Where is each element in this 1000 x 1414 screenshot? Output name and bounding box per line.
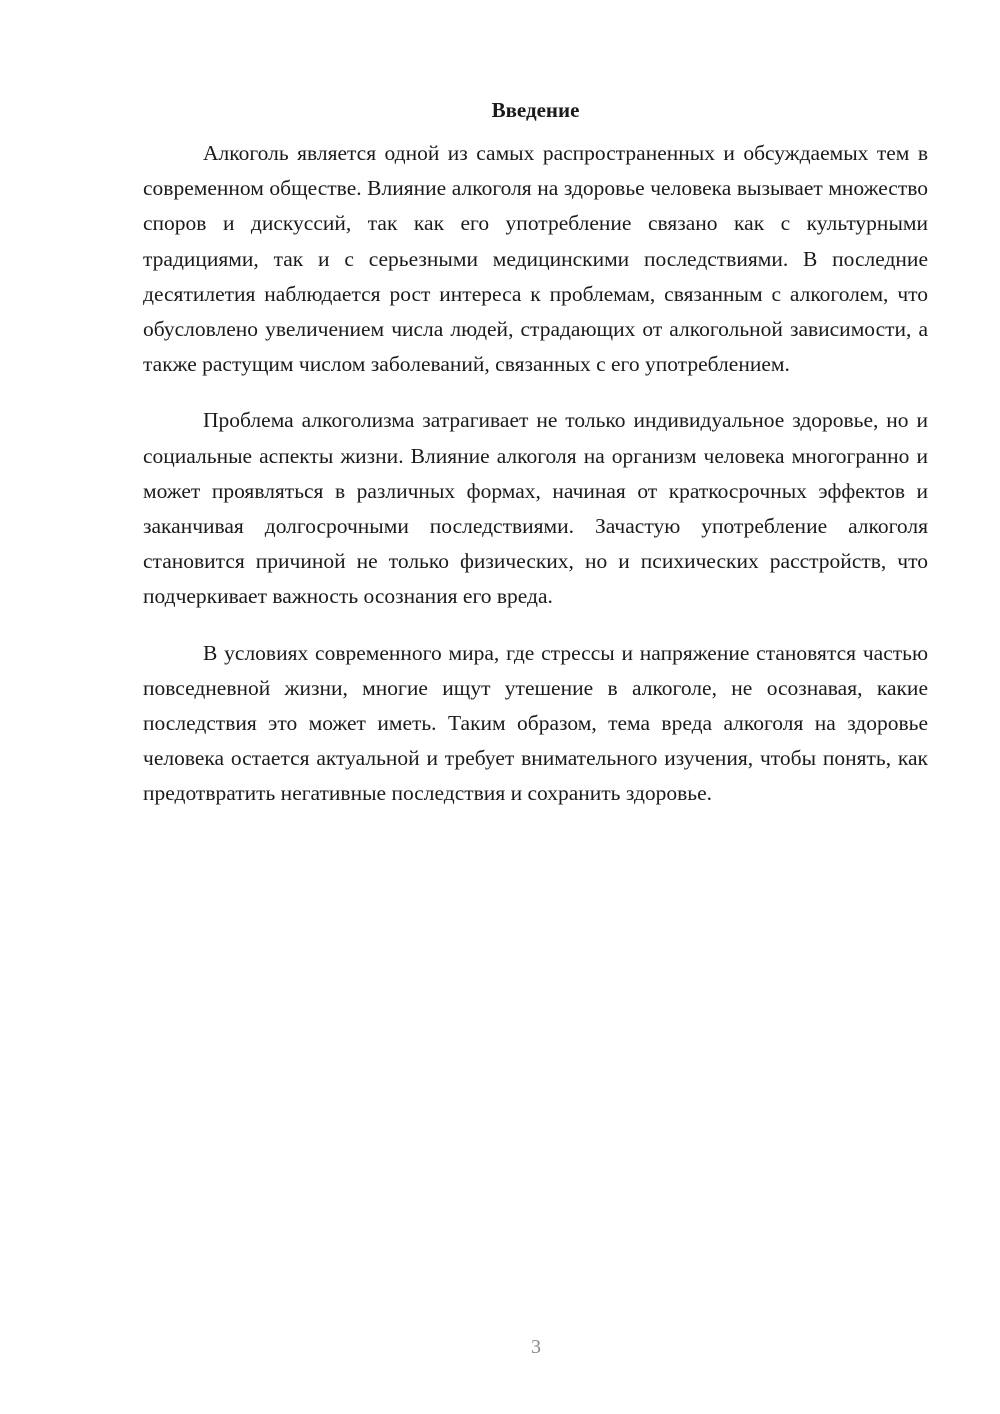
paragraph-3: В условиях современного мира, где стрессы и напряжение становятся частью повседневной жизни, многие ищут утешение в алкоголе, не осознавая, какие последствия это может иметь. Таким образом, тема вреда алкоголя на здоровье человека остается актуальной и требует внимательного изучения, чтобы понять, как предотвратить негативные последствия и сохранить здоровье. [143, 640, 928, 806]
paragraph-1: Алкоголь является одной из самых распространенных и обсуждаемых тем в современном обществе. Влияние алкоголя на здоровье человека вызывает множество споров и дискуссий, так как его употребление связано как с культурными традициями, так и с серьезными медицинскими последствиями. В последние десятилетия наблюдается рост интереса к проблемам, связанным с алкоголем, что обусловлено увеличением числа людей, страдающих от алкогольной зависимости, а также растущим числом заболеваний, связанных с его употреблением. [143, 141, 928, 377]
section-heading: Введение [491, 98, 580, 122]
paragraph-2: Проблема алкоголизма затрагивает не только индивидуальное здоровье, но и социальные аспекты жизни. Влияние алкоголя на организм человека многогранно и может проявляться в различных формах, начиная от краткосрочных эффектов и заканчивая долгосрочными последствиями. Зачастую употребление алкоголя становится причиной не только физических, но и психических расстройств, что подчеркивает важность осознания его вреда. [143, 408, 928, 609]
page-content [143, 92, 928, 833]
page-number: 3 [531, 1336, 541, 1358]
